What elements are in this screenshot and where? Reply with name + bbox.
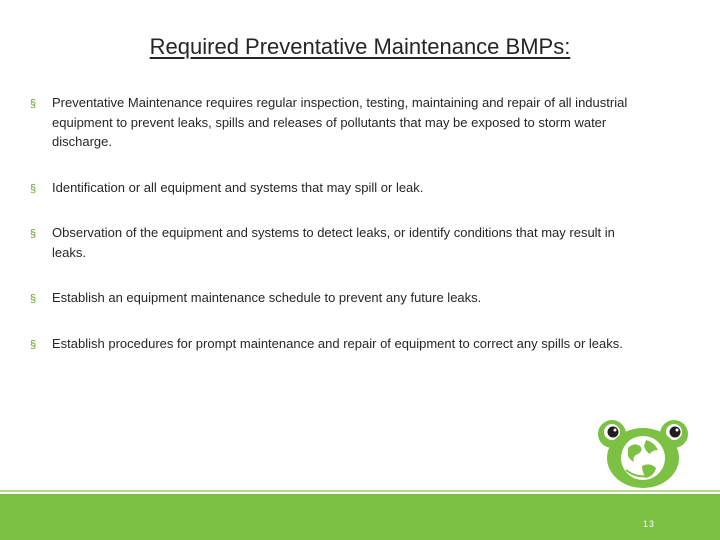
slide-title: Required Preventative Maintenance BMPs: xyxy=(149,34,571,59)
bullet-text: Identification or all equipment and systems that may spill or leak. xyxy=(52,180,424,195)
bullet-marker: § xyxy=(30,228,37,240)
bullet-marker: § xyxy=(30,183,37,195)
bullet-marker: § xyxy=(30,339,37,351)
bullet-text: Observation of the equipment and systems to detect leaks, or identify conditions that may result in leaks. xyxy=(52,225,615,260)
bullet-marker: § xyxy=(30,98,37,110)
page-number: 13 xyxy=(642,519,655,529)
frog-globe-logo-icon xyxy=(590,410,700,494)
bullet-marker: § xyxy=(30,293,37,305)
bullet-text: Establish an equipment maintenance schedule to prevent any future leaks. xyxy=(52,290,482,305)
bullet-text: Preventative Maintenance requires regular inspection, testing, maintaining and repair of all industrial equipment to prevent leaks, spills and releases of pollutants that may be exposed to storm water discharge. xyxy=(52,95,628,149)
footer-bar xyxy=(0,494,720,540)
footer-divider xyxy=(0,490,720,492)
bullet-text: Establish procedures for prompt maintenance and repair of equipment to correct any spills or leaks. xyxy=(52,336,623,351)
